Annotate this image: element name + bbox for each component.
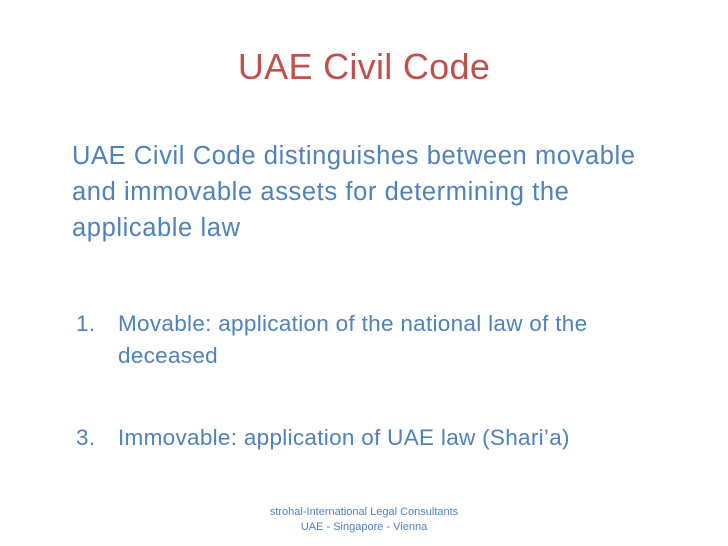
footer-locations: UAE - Singapore - Vienna xyxy=(300,521,428,533)
intro-text: UAE Civil Code distinguishes between movable and immovable assets for determining the applicable law xyxy=(72,142,636,242)
footer-company: strohal-International Legal Consultants xyxy=(269,506,459,518)
list-item-text: Immovable: application of UAE law (Shari’a) xyxy=(118,425,570,450)
list-item-number: 3. xyxy=(76,425,96,450)
list-item xyxy=(76,422,676,454)
list-item-text: Movable: application of the national law of the deceased xyxy=(118,311,588,368)
list-item xyxy=(76,308,676,372)
footer xyxy=(0,505,728,535)
slide-title: UAE Civil Code xyxy=(237,46,491,87)
list-item-number: 1. xyxy=(76,311,96,336)
